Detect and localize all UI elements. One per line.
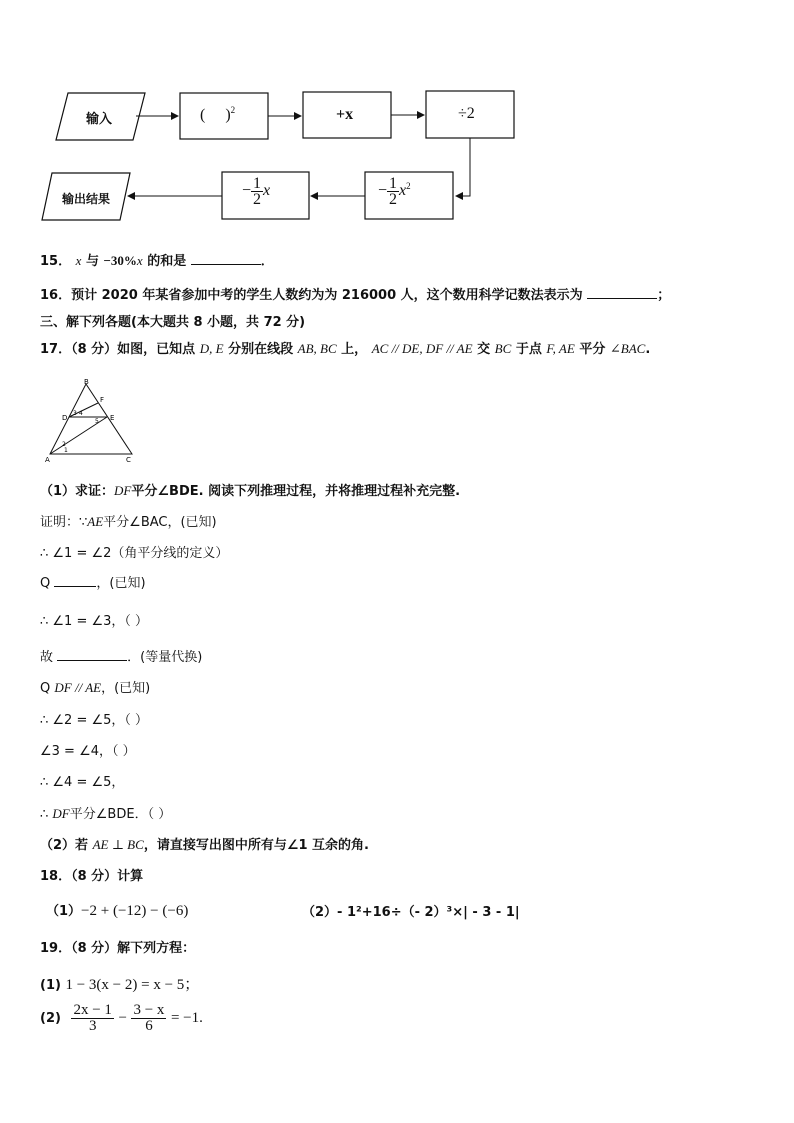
- label-e: E: [110, 414, 115, 422]
- q17-part1: （1）求证：DF平分∠BDE. 阅读下列推理过程，并将推理过程补充完整.: [40, 483, 461, 499]
- proof-line-2: ∴ ∠1 = ∠2（角平分线的定义）: [40, 546, 229, 561]
- proof-line-5: 故 ．(等量代换): [40, 650, 203, 665]
- question-17-stem: 17．（8 分）如图，已知点 D, E 分别在线段 AB, BC 上， AC // DE, DF // AE 交 BC 于点 F, AE 平分 ∠BAC.: [40, 341, 651, 357]
- angle-4: 4: [79, 410, 83, 417]
- flow-divide-label: ÷2: [458, 105, 475, 122]
- proof-line-3: Q ，(已知): [40, 576, 146, 591]
- q15-answer-blank[interactable]: [191, 252, 261, 265]
- flow-output-label: 输出结果: [62, 192, 111, 206]
- proof-line-8: ∠3 = ∠4，（ ）: [40, 744, 136, 759]
- label-b: B: [84, 378, 89, 386]
- proof-line-6: Q DF // AE，(已知): [40, 680, 151, 696]
- proof-blank-2[interactable]: [57, 648, 127, 661]
- flow-neg-half-x-label: − $\frac{1}{2}$ x: [242, 175, 271, 208]
- flow-square-label: ( )$^2$: [200, 105, 236, 124]
- angle-5: 5: [95, 418, 99, 425]
- section-header: 三、解下列各题(本大题共 8 小题，共 72 分): [40, 315, 306, 330]
- q16-answer-blank[interactable]: [587, 286, 657, 299]
- question-18: 18．（8 分）计算: [40, 869, 144, 884]
- q19-part2: (2) $\frac{2x - 1}{3}$ − $\frac{3 - x}{6}$ = −1.: [40, 1002, 203, 1034]
- label-f: F: [100, 396, 105, 404]
- flow-neg-half-x2-label: − $\frac{1}{2}$ $x^2$: [378, 175, 411, 208]
- proof-blank-1[interactable]: [54, 574, 96, 587]
- proof-line-9: ∴ ∠4 = ∠5，: [40, 775, 125, 790]
- triangle-figure: [40, 378, 150, 466]
- flow-input-label: 输入: [86, 112, 113, 127]
- proof-line-10: ∴ DF平分∠BDE．（ ）: [40, 806, 172, 822]
- angle-3: 3: [73, 410, 77, 417]
- label-d: D: [62, 414, 68, 422]
- q18-part1: （1）−2 + (−12) − (−6): [46, 903, 189, 919]
- angle-1: 1: [64, 447, 68, 454]
- question-19: 19．（8 分）解下列方程：: [40, 941, 196, 956]
- q17-part2: （2）若 AE ⊥ BC，请直接写出图中所有与∠1 互余的角.: [40, 837, 369, 853]
- label-c: C: [126, 456, 131, 464]
- q18-part2: （2）- 1²+16÷（- 2）³×| - 3 - 1|: [302, 905, 520, 920]
- question-16: 16．预计 2020 年某省参加中考的学生人数约为为 216000 人，这个数用科学记数法表示为 ；: [40, 288, 671, 303]
- proof-line-4: ∴ ∠1 = ∠3，（ ）: [40, 614, 149, 629]
- angle-2: 2: [62, 441, 66, 448]
- proof-line-7: ∴ ∠2 = ∠5，（ ）: [40, 713, 149, 728]
- label-a: A: [45, 456, 50, 464]
- proof-line-1: 证明：∵AE平分∠BAC，(已知): [40, 514, 217, 530]
- q19-part1: (1) 1 − 3(x − 2) = x − 5；: [40, 977, 200, 993]
- question-15: 15． x 与 −30%x 的和是 ．: [40, 253, 274, 269]
- flow-add-x-label: +x: [336, 106, 354, 123]
